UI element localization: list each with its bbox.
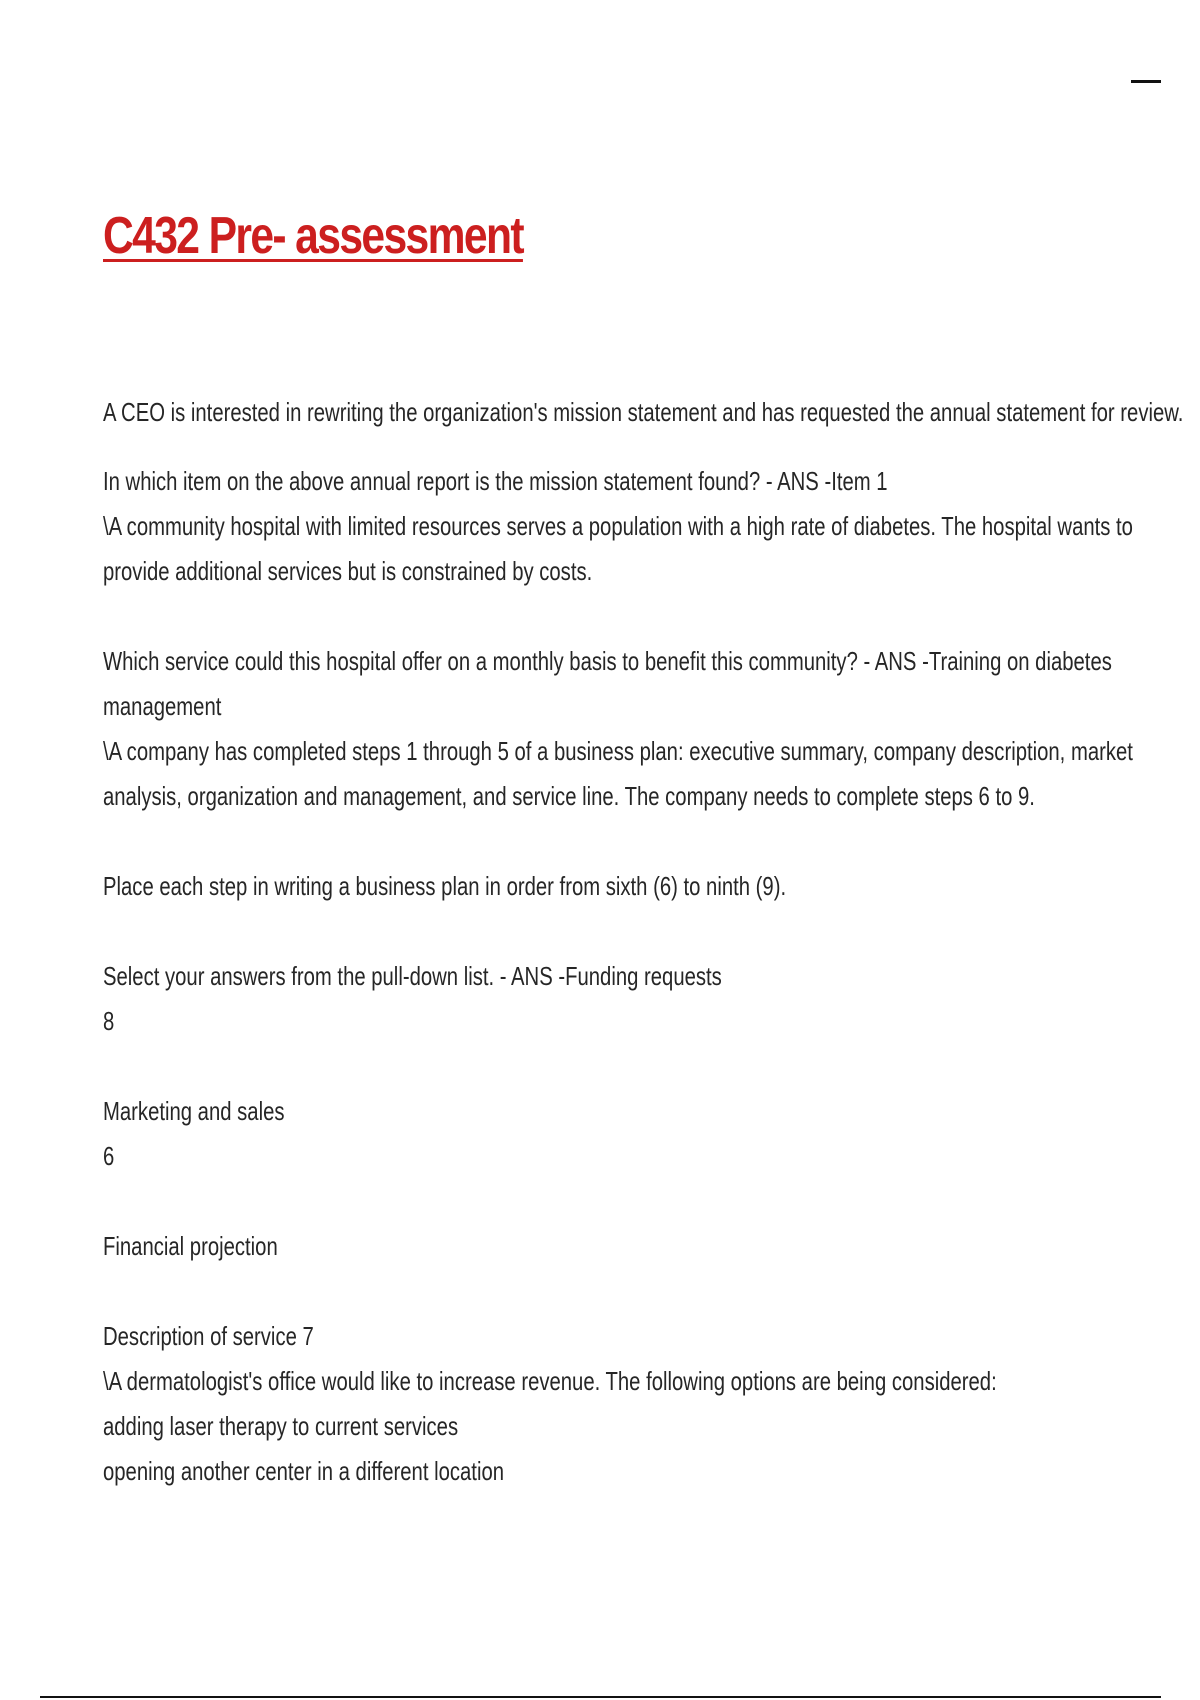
answer-number: 8: [103, 1006, 115, 1036]
question-4-option: adding laser therapy to current services: [103, 1411, 459, 1441]
document-body: [103, 390, 1184, 1494]
question-2-stem-line-2: provide additional services but is constrained by costs.: [103, 556, 593, 586]
question-3-stem-line-2: analysis, organization and management, and service line. The company needs to complete steps 6 to 9.: [103, 781, 1035, 811]
answer-item: Financial projection: [103, 1231, 278, 1261]
document-title: C432 Pre- assessment: [103, 207, 523, 265]
bottom-rule: [40, 1696, 1161, 1698]
question-2-answer-line-2: management: [103, 691, 222, 721]
question-2-stem-line-1: \A community hospital with limited resources serves a population with a high rate of diabetes. The hospital wants to: [103, 511, 1133, 541]
question-2-answer-line-1: Which service could this hospital offer on a monthly basis to benefit this community? - ANS -Training on diabetes: [103, 646, 1112, 676]
answer-item: Description of service 7: [103, 1321, 314, 1351]
question-4-stem: \A dermatologist's office would like to increase revenue. The following options are being considered:: [103, 1366, 997, 1396]
question-4-option: opening another center in a different location: [103, 1456, 505, 1486]
question-3-instruction: Place each step in writing a business plan in order from sixth (6) to ninth (9).: [103, 871, 787, 901]
question-1-stem: A CEO is interested in rewriting the organization's mission statement and has requested the annual statement for review.: [103, 397, 1184, 427]
top-dash-mark: [1131, 80, 1161, 83]
answer-item: Marketing and sales: [103, 1096, 285, 1126]
question-3-answer: Select your answers from the pull-down list. - ANS -Funding requests: [103, 961, 722, 991]
question-1-answer: In which item on the above annual report is the mission statement found? - ANS -Item 1: [103, 466, 888, 496]
question-3-stem-line-1: \A company has completed steps 1 through 5 of a business plan: executive summary, company description, market: [103, 736, 1133, 766]
answer-number: 6: [103, 1141, 115, 1171]
